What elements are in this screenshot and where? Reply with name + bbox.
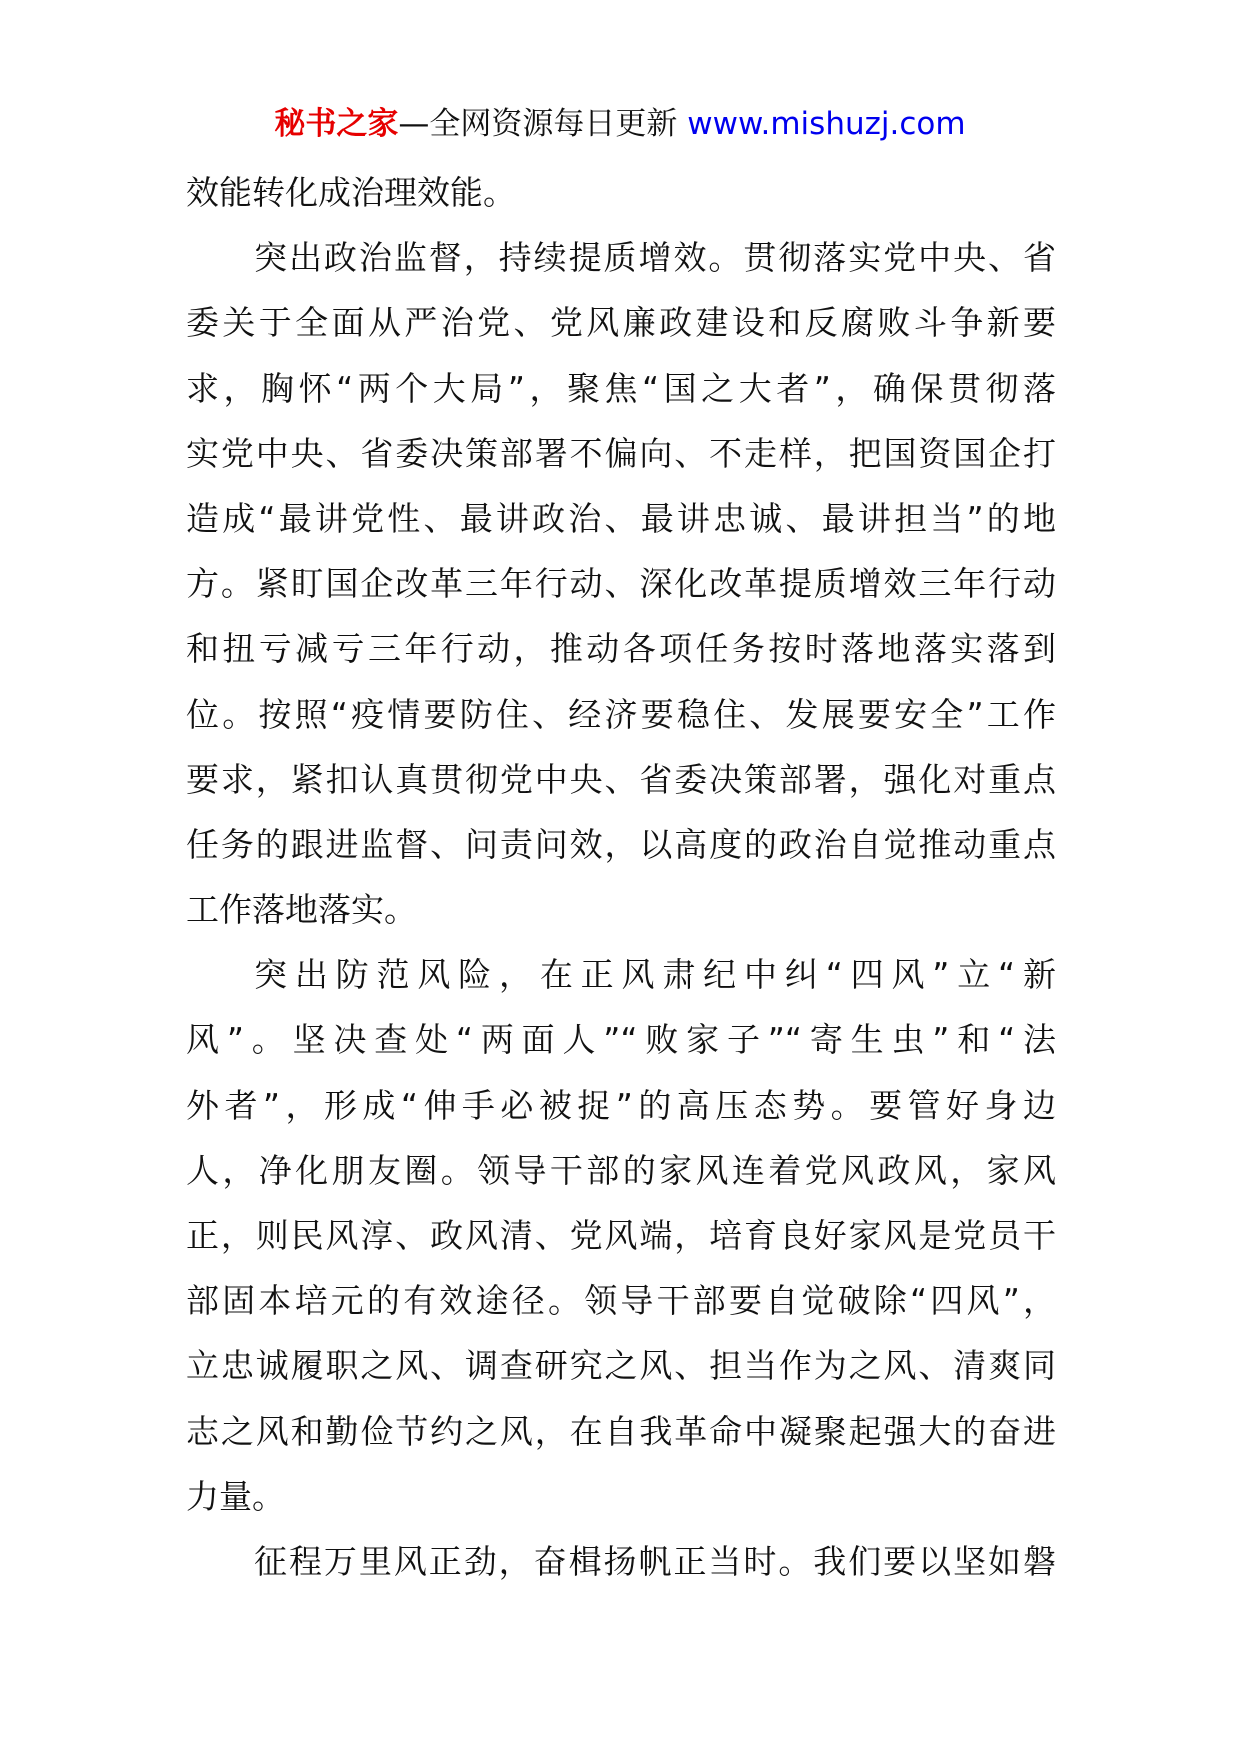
paragraph-first-line: 征程万里风正劲，奋楫扬帆正当时。我们要以坚如磐 <box>254 1541 1056 1581</box>
text-line: 方。紧盯国企改革三年行动、深化改革提质增效三年行动 <box>186 564 1056 604</box>
text-line: 实党中央、省委决策部署不偏向、不走样，把国资国企打 <box>186 433 1056 473</box>
text-line: 要求，紧扣认真贯彻党中央、省委决策部署，强化对重点 <box>186 759 1056 799</box>
text-line: 造成“最讲党性、最讲政治、最讲忠诚、最讲担当”的地 <box>186 498 1056 538</box>
page-header <box>0 102 1240 146</box>
text-line: 人，净化朋友圈。领导干部的家风连着党风政风，家风 <box>186 1150 1056 1190</box>
text-line: 正，则民风淳、政风清、党风端，培育良好家风是党员干 <box>186 1216 1056 1255</box>
header-url-link[interactable]: www.mishuzj.com <box>687 106 966 142</box>
text-line: 风”。坚决查处“两面人”“败家子”“寄生虫”和“法 <box>186 1020 1056 1060</box>
text-line: 委关于全面从严治党、党风廉政建设和反腐败斗争新要 <box>186 303 1056 343</box>
text-line: 求，胸怀“两个大局”，聚焦“国之大者”，确保贯彻落 <box>186 368 1056 408</box>
text-line: 效能转化成治理效能。 <box>186 173 516 212</box>
text-line: 任务的跟进监督、问责问效，以高度的政治自觉推动重点 <box>186 824 1056 864</box>
text-line: 志之风和勤俭节约之风，在自我革命中凝聚起强大的奋进 <box>186 1411 1056 1451</box>
text-line: 和扭亏减亏三年行动，推动各项任务按时落地落实落到 <box>186 629 1056 669</box>
header-brand: 秘书之家 <box>274 106 399 142</box>
text-line: 外者”，形成“伸手必被捉”的高压态势。要管好身边 <box>186 1085 1056 1125</box>
text-line: 工作落地落实。 <box>186 890 417 930</box>
document-body <box>186 160 1056 1594</box>
text-line: 立忠诚履职之风、调查研究之风、担当作为之风、清爽同 <box>186 1346 1056 1386</box>
text-line: 力量。 <box>186 1476 285 1516</box>
paragraph-first-line: 突出防范风险，在正风肃纪中纠“四风”立“新 <box>254 955 1056 995</box>
text-line: 部固本培元的有效途径。领导干部要自觉破除“四风”， <box>186 1281 1056 1321</box>
paragraph-first-line: 突出政治监督，持续提质增效。贯彻落实党中央、省 <box>254 238 1056 278</box>
header-tagline: —全网资源每日更新 <box>398 106 678 142</box>
text-line: 位。按照“疫情要防住、经济要稳住、发展要安全”工作 <box>186 694 1056 734</box>
